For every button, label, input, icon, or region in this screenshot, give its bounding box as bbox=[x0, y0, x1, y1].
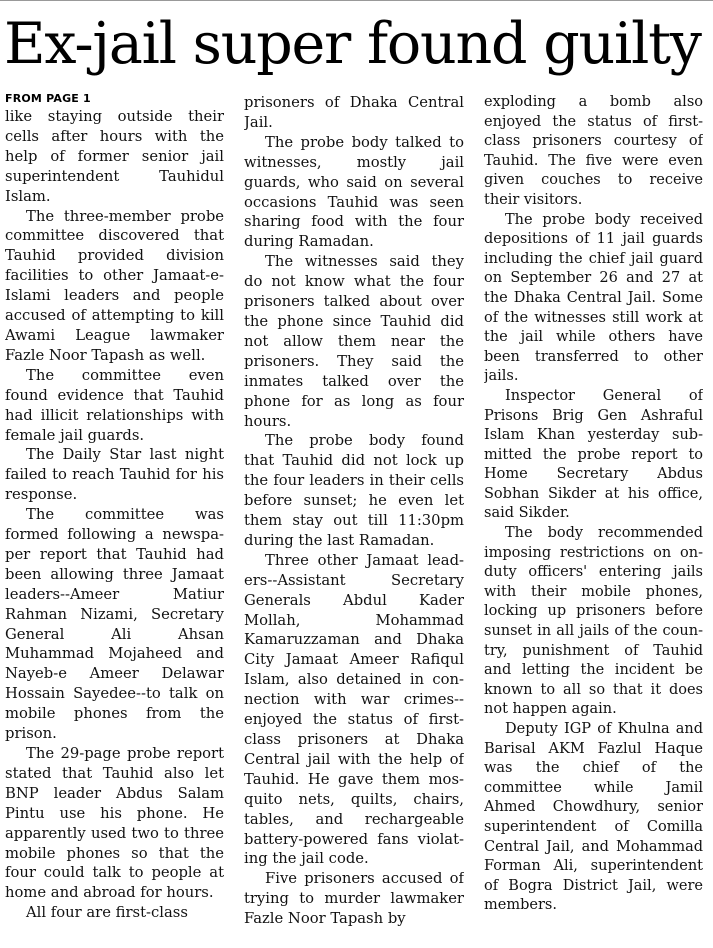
paragraph: The witnesses said they do not know what the four prisoners talked about over the phone since Tauhid did not allow them near the prisoners. They said the inmates talked over the phone for as long as four hours. bbox=[244, 253, 464, 430]
paragraph: The body recommended imposing restrictions on on-duty officers' entering jails with their mobile phones, locking up prisoners before sunset in all jails of the country, punishment of Tauhid and letting the incident be known to all so that it does not happen again. bbox=[484, 525, 703, 718]
paragraph: Inspector General of Prisons Brig Gen Ashraful Islam Khan yesterday submitted the probe report to Home Secretary Abdus Sobhan Sikder at his office, said Sikder. bbox=[484, 387, 703, 522]
paragraph: The probe body talked to witnesses, mostly jail guards, who said on several occasions Tauhid was seen sharing food with the four during Ramadan. bbox=[244, 133, 464, 251]
paragraph: The three-member probe committee discovered that Tauhid provided division facilities to other Jamaat-e-Islami leaders and people accused of attempting to kill Awami League lawmaker Fazle Noor Tapash as well. bbox=[5, 207, 224, 364]
article-column-2 bbox=[244, 93, 464, 945]
article-column-1 bbox=[5, 92, 224, 944]
headline: Ex-jail super found guilty bbox=[4, 11, 701, 77]
paragraph: exploding a bomb also enjoyed the status of first-class prisoners courtesy of Tauhid. The five were even given couches to receive their visitors. bbox=[484, 94, 703, 208]
paragraph: The 29-page probe report stated that Tauhid also let BNP leader Abdus Salam Pintu use his phone. He apparently used two to three mobile phones so that the four could talk to people at home and abroad for hours. bbox=[5, 745, 224, 902]
paragraph: like staying outside their cells after hours with the help of former senior jail superintendent Tauhidul Islam. bbox=[5, 108, 224, 205]
paragraph: Three other Jamaat leaders--Assistant Secretary Generals Abdul Kader Mollah, Mohammad Kamaruzzaman and Dhaka City Jamaat Ameer Rafiqul Islam, also detained in connection with war crimes--enjoyed the status of first-class prisoners at Dhaka Central jail with the help of Tauhid. He gave them mosquito nets, quilts, chairs, tables, and rechargeable battery-powered fans violating the jail code. bbox=[244, 551, 464, 868]
paragraph: The probe body received depositions of 11 jail guards including the chief jail guard on September 26 and 27 at the Dhaka Central Jail. Some of the witnesses still work at the jail while others have been transferred to other jails. bbox=[484, 211, 703, 385]
article-column-3 bbox=[484, 93, 703, 945]
paragraph: All four are first-class bbox=[26, 904, 188, 922]
paragraph: Deputy IGP of Khulna and Barisal AKM Fazlul Haque was the chief of the committee while Jamil Ahmed Chowdhury, senior superintendent of Comilla Central Jail, and Mohammad Forman Ali, superintendent of Bogra District Jail, were members. bbox=[484, 721, 703, 914]
paragraph: prisoners of Dhaka Central Jail. bbox=[244, 94, 464, 131]
paragraph: The committee was formed following a newspaper report that Tauhid had been allowing three Jamaat leaders--Ameer Matiur Rahman Nizami, Secretary General Ali Ahsan Muhammad Mojaheed and Nayeb-e Ameer Delawar Hossain Sayedee--to talk on mobile phones from the prison. bbox=[5, 506, 224, 743]
paragraph: The Daily Star last night failed to reach Tauhid for his response. bbox=[5, 446, 224, 504]
continuation-kicker: FROM PAGE 1 bbox=[5, 92, 91, 105]
paragraph: The committee even found evidence that Tauhid had illicit relationships with female jail guards. bbox=[5, 366, 224, 444]
top-rule bbox=[0, 0, 713, 1]
paragraph: The probe body found that Tauhid did not lock up the four leaders in their cells before sunset; he even let them stay out till 11:30pm during the last Ramadan. bbox=[244, 432, 464, 549]
paragraph: Five prisoners accused of trying to murder lawmaker Fazle Noor Tapash by bbox=[244, 870, 464, 928]
